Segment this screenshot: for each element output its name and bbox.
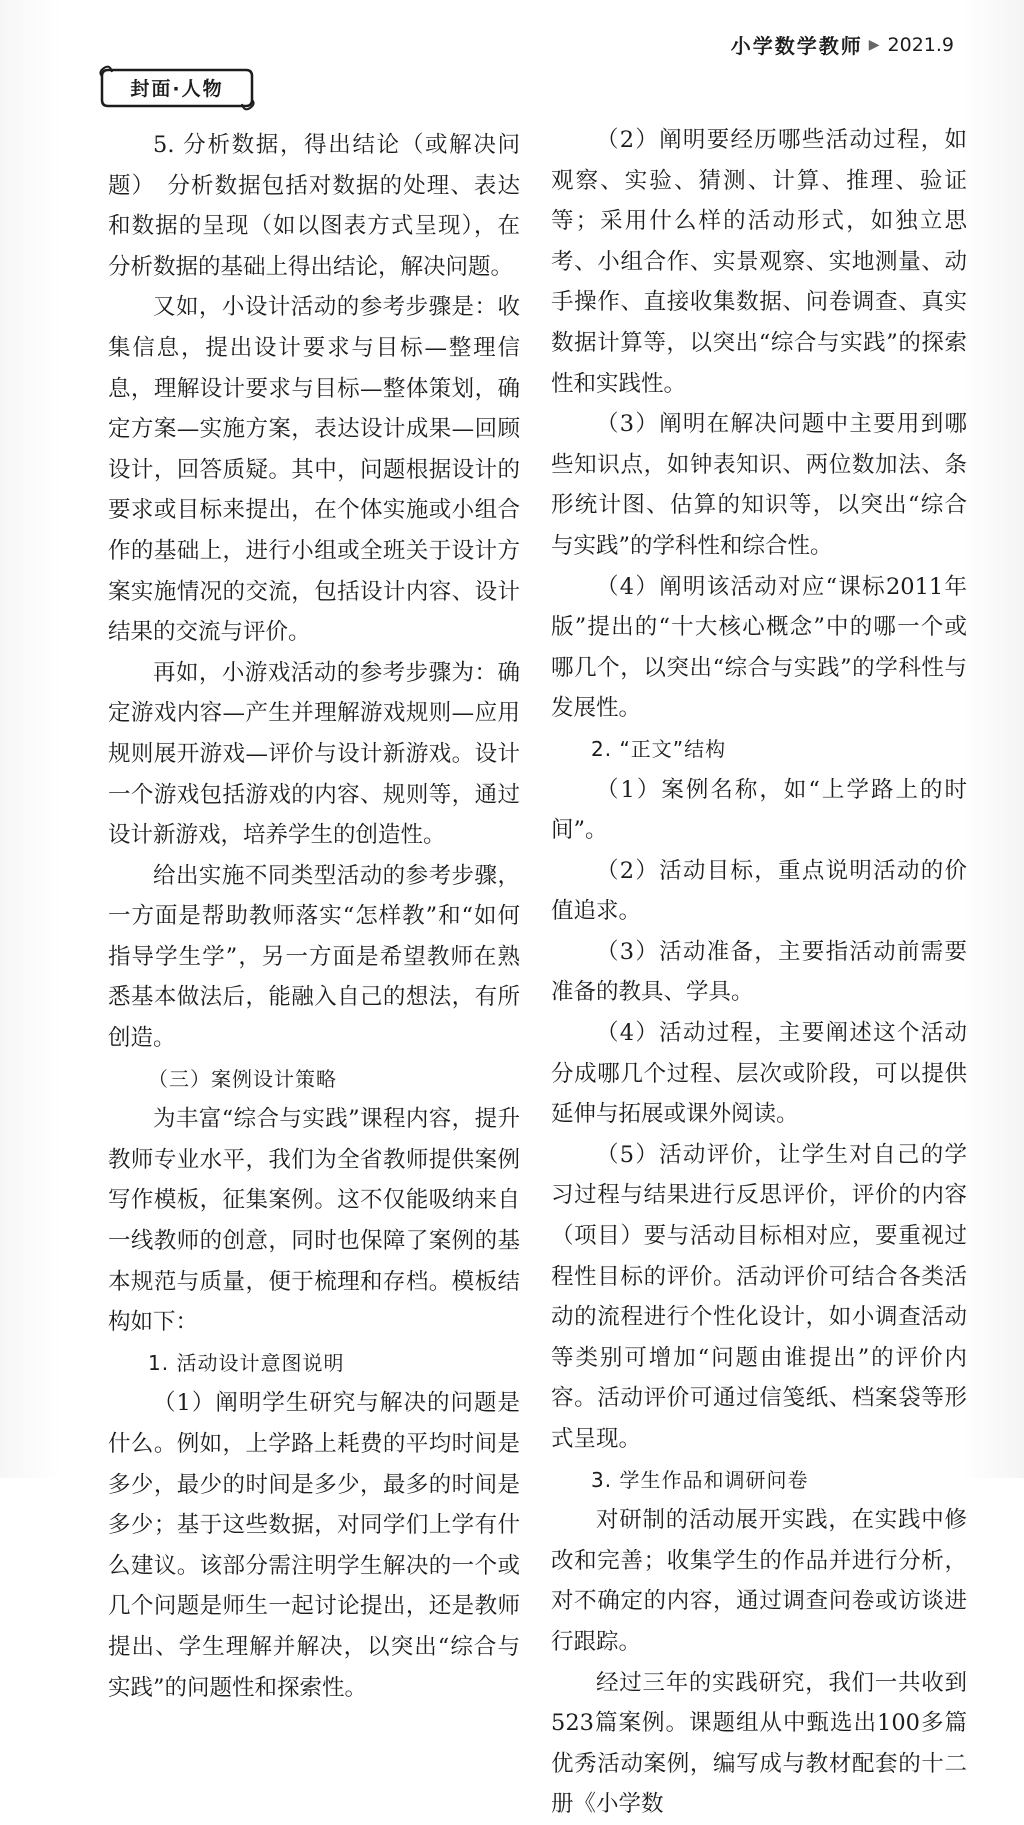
triangle-icon: ▶ [868,36,882,53]
paragraph: （1）阐明学生研究与解决的问题是什么。例如，上学路上耗费的平均时间是多少，最少的时间是多少，最多的时间是多少；基于这些数据，对同学们上学有什么建议。该部分需注明学生解决的一个或几个问题是师生一起讨论提出，还是教师提出、学生理解并解决，以突出“综合与实践”的问题性和探索性。 [108,1390,520,1701]
paragraph: （1）案例名称，如“上学路上的时间”。 [551,776,967,844]
paragraph: 对研制的活动展开实践，在实践中修改和完善；收集学生的作品并进行分析，对不确定的内容，通过调查问卷或访谈进行跟踪。 [551,1507,967,1655]
section-heading: 3. 学生作品和调研问卷 [591,1467,809,1492]
paragraph: 为丰富“综合与实践”课程内容，提升教师专业水平，我们为全省教师提供案例写作模板，征集案例。这不仅能吸纳来自一线教师的创意，同时也保障了案例的基本规范与质量，便于梳理和存档。模板结构如下： [108,1106,520,1336]
section-heading: 2. “正文”结构 [591,736,727,761]
section-heading: 1. 活动设计意图说明 [148,1350,345,1375]
right-column [551,120,967,1825]
paragraph: （3）活动准备，主要指活动前需要准备的教具、学具。 [551,938,967,1006]
paragraph: 5. 分析数据，得出结论（或解决问题） 分析数据包括对数据的处理、表达和数据的呈现（如以图表方式呈现），在分析数据的基础上得出结论，解决问题。 [108,132,520,280]
issue-number: 2021.9 [887,33,954,56]
paragraph: 又如，小设计活动的参考步骤是：收集信息，提出设计要求与目标—整理信息，理解设计要求与目标—整体策划，确定方案—实施方案，表达设计成果—回顾设计，回答质疑。其中，问题根据设计的要求或目标来提出，在个体实施或小组合作的基础上，进行小组或全班关于设计方案实施情况的交流，包括设计内容、设计结果的交流与评价。 [108,294,520,646]
section-label: 封面·人物 [130,77,224,100]
paragraph: 再如，小游戏活动的参考步骤为：确定游戏内容—产生并理解游戏规则—应用规则展开游戏—评价与设计新游戏。设计一个游戏包括游戏的内容、规则等，通过设计新游戏，培养学生的创造性。 [108,659,520,849]
paragraph: （5）活动评价，让学生对自己的学习过程与结果进行反思评价，评价的内容（项目）要与活动目标相对应，要重视过程性目标的评价。活动评价可结合各类活动的流程进行个性化设计，如小调查活动等类别可增加“问题由谁提出”的评价内容。活动评价可通过信笺纸、档案袋等形式呈现。 [551,1141,967,1452]
journal-title: 小学数学教师 [730,34,863,58]
paragraph: 经过三年的实践研究，我们一共收到523篇案例。课题组从中甄选出100多篇优秀活动案例，编写成与教材配套的十二册《小学数 [551,1669,967,1818]
paragraph: （3）阐明在解决问题中主要用到哪些知识点，如钟表知识、两位数加法、条形统计图、估算的知识等，以突出“综合与实践”的学科性和综合性。 [551,411,967,559]
paragraph: （2）阐明要经历哪些活动过程，如观察、实验、猜测、计算、推理、验证等；采用什么样的活动形式，如独立思考、小组合作、实景观察、实地测量、动手操作、直接收集数据、问卷调查、真实数据计算等，以突出“综合与实践”的探索性和实践性。 [551,127,967,397]
paragraph: 给出实施不同类型活动的参考步骤，一方面是帮助教师落实“怎样教”和“如何指导学生学”，另一方面是希望教师在熟悉基本做法后，能融入自己的想法，有所创造。 [108,862,520,1052]
masthead [731,30,954,59]
section-heading: （三）案例设计策略 [148,1066,337,1091]
paragraph: （4）阐明该活动对应“课标2011年版”提出的“十大核心概念”中的哪一个或哪几个，以突出“综合与实践”的学科性与发展性。 [551,573,967,722]
section-tag [98,62,256,112]
paragraph: （4）活动过程，主要阐述这个活动分成哪几个过程、层次或阶段，可以提供延伸与拓展或课外阅读。 [551,1020,967,1128]
paragraph: （2）活动目标，重点说明活动的价值追求。 [551,857,967,925]
left-column [108,125,520,1708]
